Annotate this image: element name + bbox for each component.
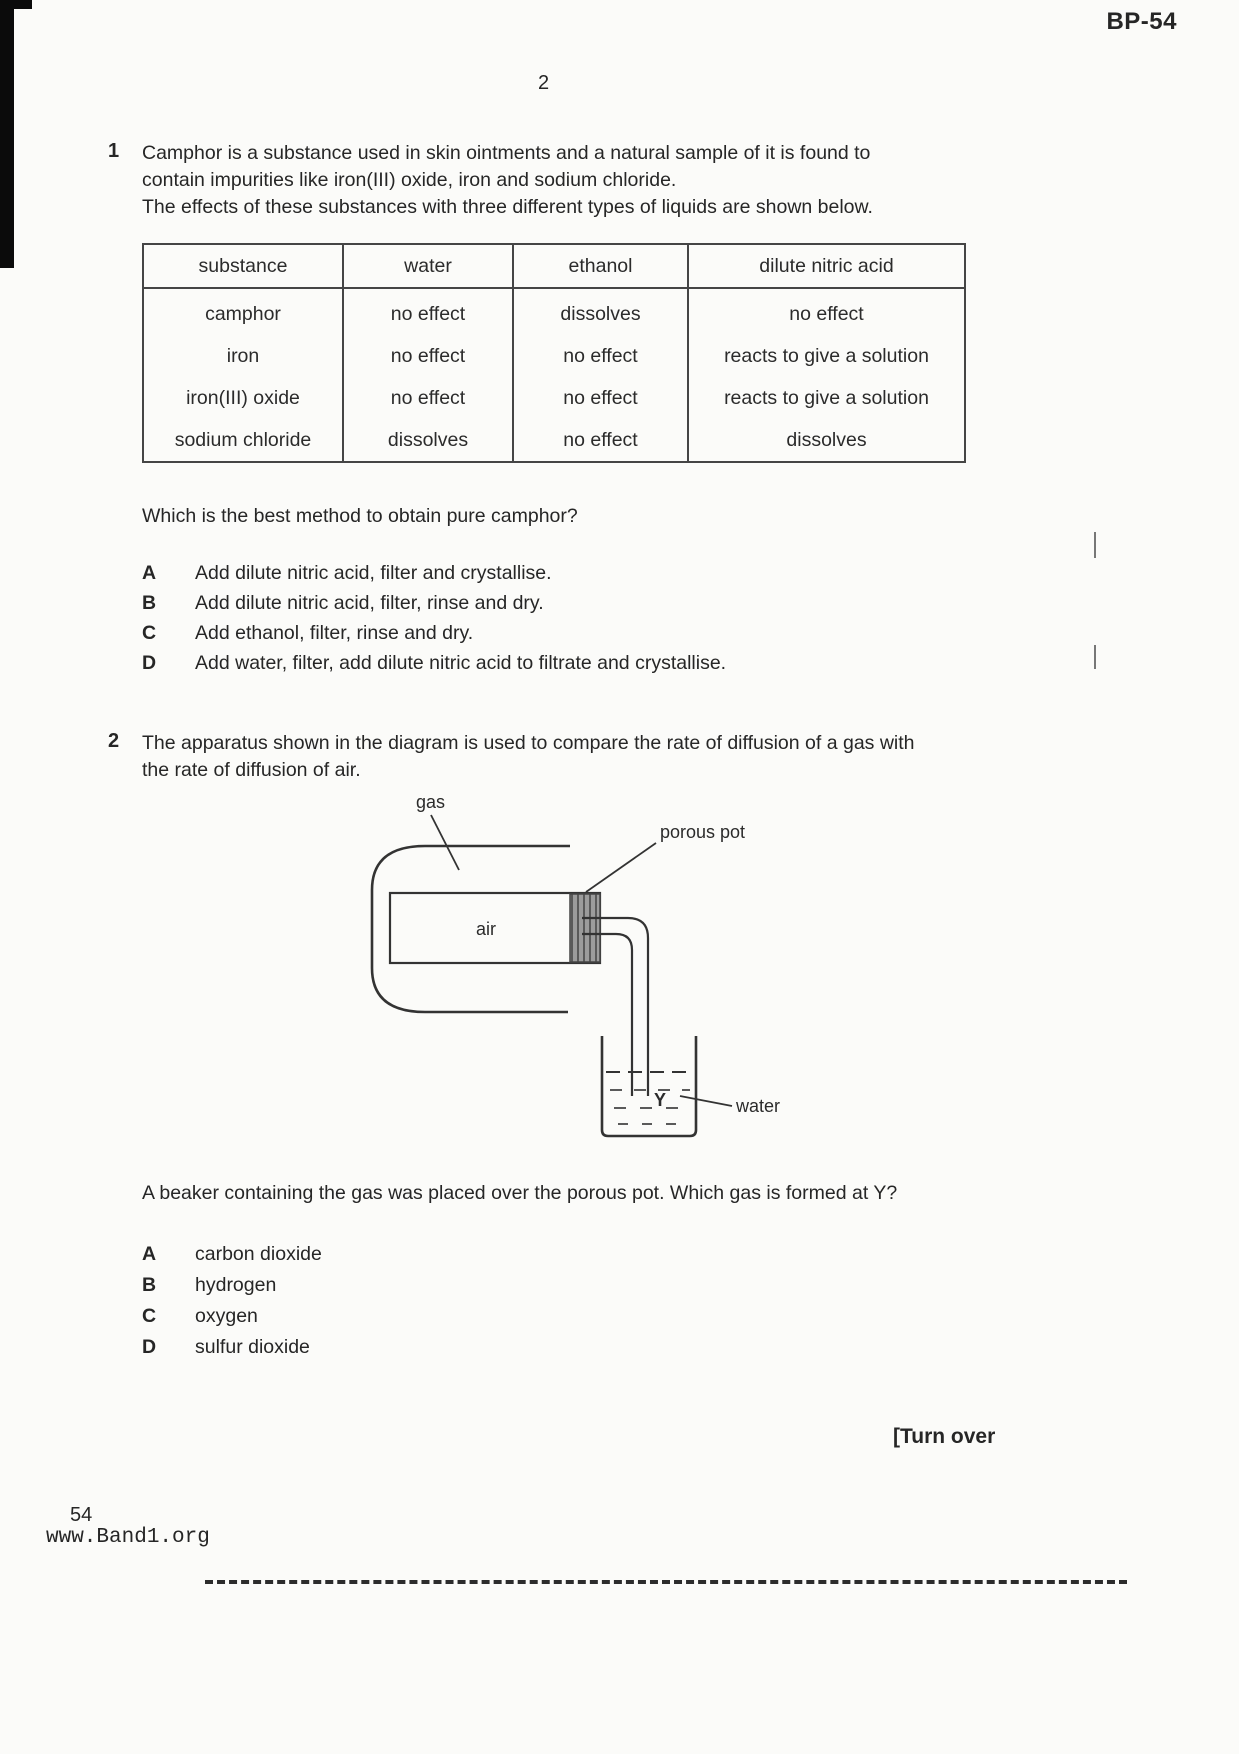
- option-text: Add ethanol, filter, rinse and dry.: [195, 622, 474, 644]
- intro-line: contain impurities like iron(III) oxide, iron and sodium chloride.: [142, 169, 677, 191]
- option-d: [142, 1334, 1058, 1365]
- scan-artifact-strip-top: [0, 0, 32, 9]
- option-letter: A: [142, 562, 157, 584]
- header-cell-substance: substance: [143, 244, 343, 288]
- gas-jar-outline: [372, 846, 570, 1012]
- page-number: 2: [538, 72, 550, 94]
- question-2: [108, 730, 1058, 1365]
- water-label: water: [736, 1096, 781, 1116]
- table-cell: iron(III) oxide: [143, 377, 343, 419]
- option-text: sulfur dioxide: [195, 1336, 310, 1358]
- table-cell: dissolves: [343, 419, 513, 462]
- option-letter: D: [142, 652, 157, 674]
- option-letter: A: [142, 1243, 157, 1265]
- option-b: [142, 1272, 1058, 1303]
- question-2-prompt: A beaker containing the gas was placed over the porous pot. Which gas is formed at Y?: [142, 1182, 898, 1204]
- gas-label: gas: [416, 792, 446, 812]
- intro-line: The apparatus shown in the diagram is used to compare the rate of diffusion of a gas with: [142, 732, 915, 754]
- table-cell: no effect: [688, 288, 965, 335]
- scan-artifact-strip: [0, 0, 14, 268]
- option-text: Add water, filter, add dilute nitric acid to filtrate and crystallise.: [195, 652, 727, 674]
- option-text: Add dilute nitric acid, filter and crystallise.: [195, 562, 552, 584]
- option-c: [142, 620, 1038, 650]
- option-a: [142, 560, 1038, 590]
- y-point-label: Y: [654, 1090, 667, 1110]
- option-letter: C: [142, 622, 157, 644]
- header-cell-nitric-acid: dilute nitric acid: [688, 244, 965, 288]
- option-text: Add dilute nitric acid, filter, rinse and dry.: [195, 592, 544, 614]
- question-1-prompt: Which is the best method to obtain pure camphor?: [142, 505, 578, 527]
- table-cell: no effect: [513, 419, 688, 462]
- gas-pointer-line: [431, 815, 459, 870]
- table-cell: dissolves: [688, 419, 965, 462]
- option-letter: D: [142, 1336, 157, 1358]
- question-1-options: [142, 560, 1038, 680]
- option-text: hydrogen: [195, 1274, 277, 1296]
- substance-table: [142, 243, 966, 463]
- option-text: carbon dioxide: [195, 1243, 322, 1265]
- porous-pot-label: porous pot: [660, 822, 746, 842]
- option-b: [142, 590, 1038, 620]
- table-row: [143, 377, 965, 419]
- table-cell: no effect: [513, 335, 688, 377]
- porous-plug: [570, 894, 600, 962]
- question-2-options: [142, 1241, 1058, 1365]
- footer-page-number: 54: [70, 1504, 93, 1526]
- table-header-row: [143, 244, 965, 288]
- intro-line: Camphor is a substance used in skin ointments and a natural sample of it is found to: [142, 142, 871, 164]
- option-d: [142, 650, 1038, 680]
- table-cell: reacts to give a solution: [688, 335, 965, 377]
- air-label: air: [476, 919, 497, 939]
- table-cell: iron: [143, 335, 343, 377]
- table-cell: camphor: [143, 288, 343, 335]
- scan-artifact-tick: [1094, 532, 1096, 558]
- table-cell: dissolves: [513, 288, 688, 335]
- intro-line: the rate of diffusion of air.: [142, 759, 361, 781]
- option-letter: C: [142, 1305, 157, 1327]
- option-a: [142, 1241, 1058, 1272]
- question-1-intro: [142, 140, 1038, 221]
- question-1: [108, 140, 1038, 680]
- table-row: [143, 335, 965, 377]
- apparatus-diagram: [330, 788, 1058, 1158]
- table-cell: no effect: [343, 335, 513, 377]
- option-c: [142, 1303, 1058, 1334]
- turn-over-note: [Turn over: [893, 1425, 996, 1448]
- question-2-number: 2: [108, 730, 120, 752]
- diffusion-apparatus-svg: [330, 788, 850, 1150]
- option-letter: B: [142, 592, 157, 614]
- table-row: [143, 419, 965, 462]
- table-cell: reacts to give a solution: [688, 377, 965, 419]
- table-cell: no effect: [513, 377, 688, 419]
- water-pointer-line: [680, 1096, 732, 1106]
- question-2-intro: [142, 730, 1058, 784]
- question-1-number: 1: [108, 140, 120, 162]
- header-cell-water: water: [343, 244, 513, 288]
- table-cell: sodium chloride: [143, 419, 343, 462]
- scan-artifact-dashes: [205, 1580, 1127, 1584]
- option-text: oxygen: [195, 1305, 258, 1327]
- porous-pot-pointer-line: [586, 843, 656, 892]
- scan-artifact-tick: [1094, 645, 1096, 669]
- table-cell: no effect: [343, 377, 513, 419]
- footer-watermark: www.Band1.org: [46, 1526, 210, 1549]
- paper-code: BP-54: [1106, 8, 1177, 35]
- option-letter: B: [142, 1274, 157, 1296]
- table-cell: no effect: [343, 288, 513, 335]
- intro-line: The effects of these substances with three different types of liquids are shown below.: [142, 196, 873, 218]
- header-cell-ethanol: ethanol: [513, 244, 688, 288]
- table-row: [143, 288, 965, 335]
